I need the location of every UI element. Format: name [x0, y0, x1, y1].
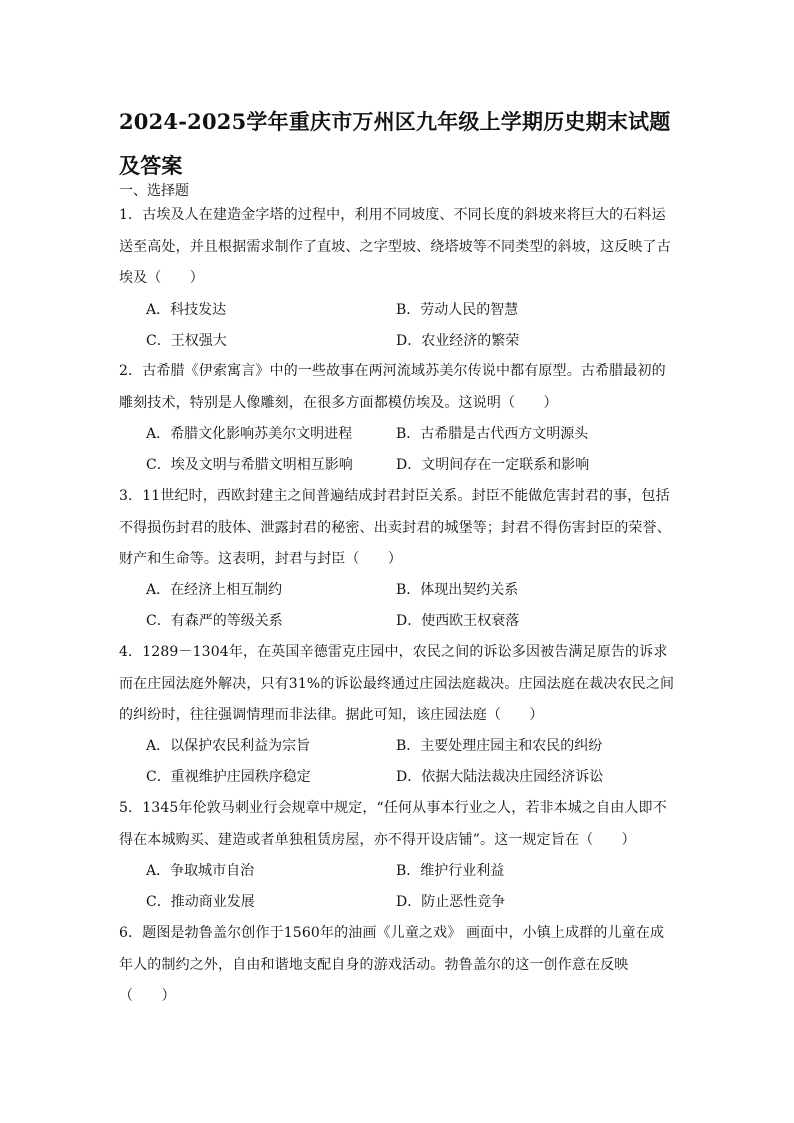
option-c: C．王权强大 [146, 333, 227, 349]
option-a: A．希腊文化影响苏美尔文明进程 [146, 426, 353, 442]
question-1-stem: 1．古埃及人在建造金字塔的过程中，利用不同坡度、不同长度的斜坡来将巨大的石料运送至高处，并且根据需求制作了直坡、之字型坡、绕塔坡等不同类型的斜坡，这反映了古埃及（ ） [119, 207, 671, 286]
question-6-stem: 6．题图是勃鲁盖尔创作于1560年的油画《儿童之戏》 画面中，小镇上成群的儿童在成年人的制约之外，自由和谐地支配自身的游戏活动。勃鲁盖尔的这一创作意在反映（ ） [119, 925, 665, 1004]
option-b: B．维护行业利益 [396, 863, 505, 879]
page-title: 2024-2025学年重庆市万州区九年级上学期历史期末试题及答案 [119, 109, 671, 178]
option-a: A．争取城市自治 [146, 863, 255, 879]
option-b: B．体现出契约关系 [396, 582, 519, 598]
question-3-stem: 3．11世纪时，西欧封建主之间普遍结成封君封臣关系。封臣不能做危害封君的事，包括不得损伤封君的肢体、泄露封君的秘密、出卖封君的城堡等；封君不得伤害封臣的荣誉、财产和生命等。这表明，封君与封臣（ ） [119, 488, 671, 567]
option-d: D．使西欧王权衰落 [396, 613, 520, 629]
option-d: D．文明间存在一定联系和影响 [396, 457, 590, 473]
option-a: A．科技发达 [146, 302, 227, 318]
question-5-stem: 5．1345年伦敦马刺业行会规章中规定，“任何从事本行业之人，若非本城之自由人即不得在本城购买、建造或者单独租赁房屋，亦不得开设店铺”。这一规定旨在（ ） [119, 800, 667, 848]
option-b: B．主要处理庄园主和农民的纠纷 [396, 738, 603, 754]
option-c: C．推动商业发展 [146, 894, 255, 910]
question-4-stem: 4．1289－1304年，在英国辛德雷克庄园中，农民之间的诉讼多因被告满足原告的诉求而在庄园法庭外解决，只有31%的诉讼最终通过庄园法庭裁决。庄园法庭在裁决农民之间的纠纷时，往往强调情理而非法律。据此可知，该庄园法庭（ ） [119, 644, 675, 723]
question-2-stem: 2．古希腊《伊索寓言》中的一些故事在两河流域苏美尔传说中都有原型。古希腊最初的雕刻技术，特别是人像雕刻，在很多方面都模仿埃及。这说明（ ） [119, 363, 666, 411]
option-d: D．依据大陆法裁决庄园经济诉讼 [396, 769, 604, 785]
option-d: D．防止恶性竞争 [396, 894, 506, 910]
option-b: B．古希腊是古代西方文明源头 [396, 426, 589, 442]
option-c: C．埃及文明与希腊文明相互影响 [146, 457, 353, 473]
section-heading: 一、选择题 [119, 183, 189, 199]
option-a: A．以保护农民利益为宗旨 [146, 738, 311, 754]
option-b: B．劳动人民的智慧 [396, 302, 519, 318]
option-a: A．在经济上相互制约 [146, 582, 283, 598]
option-c: C．有森严的等级关系 [146, 613, 283, 629]
option-d: D．农业经济的繁荣 [396, 333, 520, 349]
option-c: C．重视维护庄园秩序稳定 [146, 769, 311, 785]
